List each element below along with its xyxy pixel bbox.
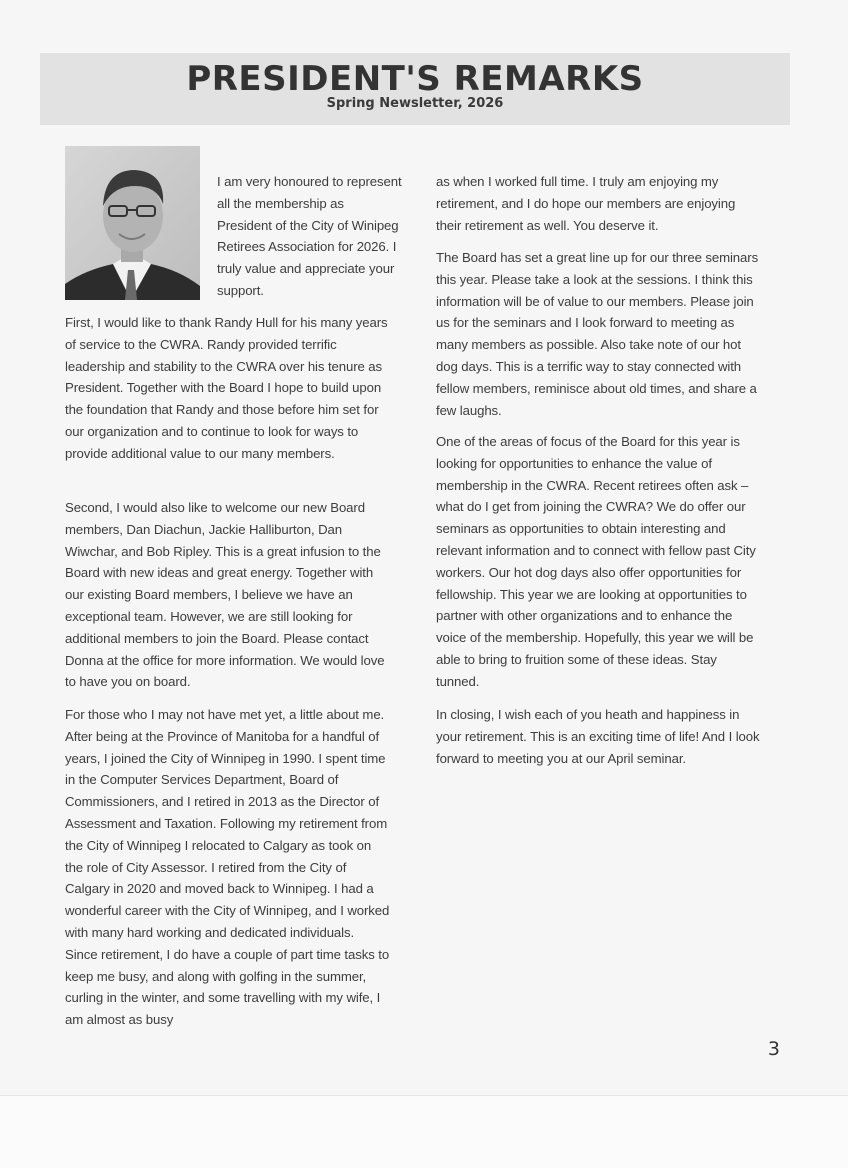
header-band xyxy=(40,53,790,125)
paragraph-welcome: Second, I would also like to welcome our new Board members, Dan Diachun, Jackie Halliburton, Dan Wiwchar, and Bob Ripley. This is a great infusion to the Board with new ideas and great energy. Together with our existing Board members, I believe we have an exceptional team. However, we are still looking for additional members to join the Board. Please contact Donna at the office for more information. We would love to have you on board. xyxy=(65,500,385,690)
president-portrait-photo xyxy=(65,146,200,300)
paragraph-seminars: The Board has set a great line up for our three seminars this year. Please take a look at the sessions. I think this information will be of value to our members. Please join us for the seminars and I look forward to meeting as many members as possible. Also take note of our hot dog days. This is a terrific way to stay connected with fellow members, reminisce about old times, and share a few laughs. xyxy=(436,250,759,418)
page-number: 3 xyxy=(767,1038,780,1060)
paragraph-about-me-continued: as when I worked full time. I truly am enjoying my retirement, and I do hope our members are enjoying their retirement as well. You deserve it. xyxy=(436,174,736,233)
paragraph-thanks: First, I would like to thank Randy Hull for his many years of service to the CWRA. Randy provided terrific leadership and stability to the CWRA over his tenure as President. Together with the Board I hope to build upon the foundation that Randy and those before him set for our organization and to continue to look for ways to provide additional value to our many members. xyxy=(65,315,388,461)
paragraph-closing: In closing, I wish each of you heath and happiness in your retirement. This is an exciting time of life! And I look forward to meeting you at our April seminar. xyxy=(436,707,760,766)
paragraph-about-me: For those who I may not have met yet, a little about me. After being at the Province of Manitoba for a handful of years, I joined the City of Winnipeg in 1990. I spent time in the Computer Services Department, Board of Commissioners, and I retired in 2013 as the Director of Assessment and Taxation. Following my retirement from the City of Winnipeg I relocated to Calgary as took on the role of City Assessor. I retired from the City of Calgary in 2020 and moved back to Winnipeg. I had a wonderful career with the City of Winnipeg, and I worked with many hard working and dedicated individuals. Since retirement, I do have a couple of part time tasks to keep me busy, and along with golfing in the summer, curling in the winter, and some travelling with my wife, I am almost as busy xyxy=(65,707,390,1028)
intro-paragraph: I am very honoured to represent all the membership as President of the City of Winipeg Retirees Association for 2026. I truly value and appreciate your support. xyxy=(217,174,402,298)
portrait-photo-icon xyxy=(65,146,200,300)
paragraph-focus: One of the areas of focus of the Board for this year is looking for opportunities to enhance the value of membership in the CWRA. Recent retirees often ask – what do I get from joining the CWRA? We do offer our seminars as opportunities to obtain interesting and relevant information and to connect with fellow past City workers. Our hot dog days also offer opportunities for fellowship. This year we are looking at opportunities to partner with other organizations and to enhance the voice of the membership. Hopefully, this year we will be able to bring to fruition some of these ideas. Stay tunned. xyxy=(436,434,756,689)
page-subtitle: Spring Newsletter, 2026 xyxy=(326,96,504,111)
page-title: PRESIDENT'S REMARKS xyxy=(186,59,644,99)
